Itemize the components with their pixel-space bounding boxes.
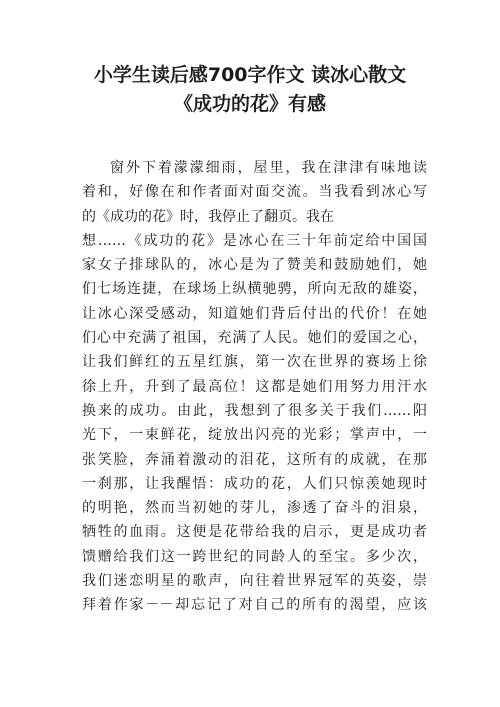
body-line: 的明艳，然而当初她的芽儿，渗透了奋斗的泪泉， — [82, 500, 427, 517]
body-line: 换来的成功。由此，我想到了很多关于我们……阳 — [82, 402, 427, 419]
body-line: 着和，好像在和作者面对面交流。当我看到冰心写 — [82, 184, 427, 201]
body-line: 的《成功的花》时，我停止了翻页。我在 — [82, 208, 334, 225]
body-line: 牺牲的血雨。这便是花带给我的启示，更是成功者 — [82, 524, 427, 541]
document-body — [82, 156, 427, 618]
body-line: 馈赠给我们这一跨世纪的同龄人的至宝。多少次， — [82, 548, 427, 565]
body-line: 一刹那，让我醒悟：成功的花，人们只惊羡她现时 — [82, 475, 427, 492]
document-title-line-2: 《成功的花》有感 — [173, 93, 326, 115]
body-line: 们心中充满了祖国，充满了人民。她们的爱国之心， — [82, 330, 427, 347]
body-line: 们七场连捷，在球场上纵横驰骋，所向无敌的雄姿， — [82, 281, 427, 298]
body-line: 窗外下着濛濛细雨，屋里，我在津津有味地读 — [110, 160, 427, 176]
body-line: 想……《成功的花》是冰心在三十年前定给中国国 — [82, 232, 427, 249]
body-line: 张笑脸，奔涌着激动的泪花，这所有的成就，在那 — [82, 451, 427, 468]
body-line: 光下，一束鲜花，绽放出闪亮的光彩；掌声中，一 — [82, 427, 427, 444]
body-line: 让冰心深受感动，知道她们背后付出的代价！在她 — [82, 305, 427, 322]
body-line: 家女子排球队的，冰心是为了赞美和鼓励她们，她 — [82, 257, 427, 274]
body-line: 拜着作家－－却忘记了对自己的所有的渴望，应该 — [82, 597, 427, 614]
document-title-line-1: 小学生读后感700字作文 读冰心散文 — [93, 64, 407, 86]
body-line: 我们迷恋明星的歌声，向往着世界冠军的英姿，崇 — [82, 573, 427, 590]
body-line: 徐上升，升到了最高位！这都是她们用努力用汗水 — [82, 378, 427, 395]
body-line: 让我们鲜红的五星红旗，第一次在世界的赛场上徐 — [82, 354, 427, 371]
